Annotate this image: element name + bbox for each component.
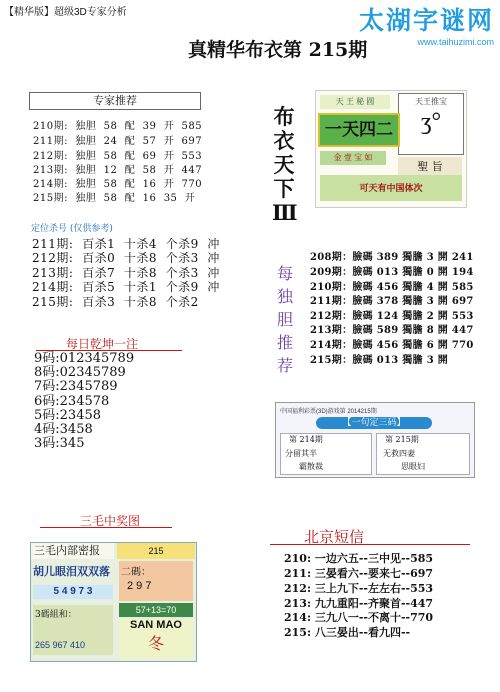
img-label: SAN MAO (130, 619, 182, 631)
dan-row: 211期：臉碼 378 獨膽 3 開 697 (310, 296, 474, 307)
buyi-char: 下 (273, 176, 295, 201)
watermark-url: www.taihuzimi.com (417, 37, 494, 47)
img-label: 金 壹 宝 如 (320, 151, 386, 165)
daily-pick-title: 每日乾坤一注 (66, 337, 139, 351)
bj-row: 210: 一边六五--三中见--585 (284, 552, 434, 565)
beijing-sms-title: 北京短信 (304, 528, 365, 546)
expert-row: 211期: 独胆 24 配 57 开 697 (33, 136, 203, 147)
kill-row: 215期: 百杀3 十杀8 个杀2 (32, 295, 199, 309)
img-seal: 聖 旨 (398, 157, 462, 177)
kill-row: 212期: 百杀0 十杀8 个杀3 冲 (32, 251, 220, 265)
expert-row: 212期: 独胆 58 配 69 开 553 (33, 151, 203, 162)
img-label: 【一句定三码】 (316, 417, 432, 429)
img-label: 5 4 9 7 3 (33, 585, 113, 599)
bj-row: 212: 三上九下--左左右--553 (284, 582, 434, 595)
buyi-char: 衣 (273, 128, 295, 153)
expert-row: 214期: 独胆 58 配 16 开 770 (33, 179, 203, 190)
watermark-main: 太湖字谜网 (358, 6, 494, 35)
img-label: 3碼組和： (35, 610, 77, 620)
edition-label: 【精华版】超级3D专家分析 (4, 7, 127, 18)
kill-row: 214期: 百杀5 十杀1 个杀9 冲 (32, 280, 220, 294)
page-title: 真精华布衣第 215期 (188, 39, 368, 61)
dan-vertical-title (275, 262, 295, 377)
img-label: 胡儿眼泪双双落 (33, 565, 110, 578)
img-label: 无救四妻 (383, 449, 415, 458)
kill-row: 211期: 百杀1 十杀4 个杀9 冲 (32, 237, 220, 251)
bj-row: 213: 九九重阳--齐聚首--447 (284, 597, 434, 610)
daily-row: 9码:012345789 (34, 351, 135, 366)
img-label: 第 214期 (289, 435, 323, 444)
bj-row: 215: 八三晏出--看九四-- (284, 626, 411, 639)
daily-row: 4码:3458 (34, 422, 93, 437)
dan-row: 210期：臉碼 456 獨膽 4 開 585 (310, 282, 474, 293)
expert-header: 专家推荐 (29, 92, 201, 110)
daily-row: 7码:2345789 (34, 379, 118, 394)
bj-row: 211: 三晏看六--要来七--697 (284, 567, 434, 580)
img-curl: ʒ° (420, 109, 442, 135)
img-label: 第 215期 (385, 435, 419, 444)
img-main-text: 一天四二 (318, 113, 400, 147)
buyi-vertical-title (272, 105, 296, 225)
kill-row: 213期: 百杀7 十杀8 个杀3 冲 (32, 266, 220, 280)
buyi-char: Ⅲ (272, 200, 298, 225)
dan-row: 209期：臉碼 013 獨膽 0 開 194 (310, 267, 474, 278)
divider (270, 544, 470, 545)
dan-char: 每 (276, 264, 293, 283)
dan-row: 213期：臉碼 589 獨膽 8 開 447 (310, 325, 474, 336)
buyi-char: 天 (273, 152, 295, 177)
expert-row: 215期: 独胆 58 配 16 35 开 (33, 193, 196, 204)
expert-row: 210期: 独胆 58 配 39 开 585 (33, 121, 203, 132)
expert-row: 213期: 独胆 12 配 58 开 447 (33, 165, 203, 176)
daily-row: 5码:23458 (34, 408, 102, 423)
daily-row: 3码:345 (34, 436, 85, 451)
dan-row: 214期：臉碼 456 獨膽 6 開 770 (310, 340, 474, 351)
img-label: 二碼： (121, 567, 151, 578)
img-label: 思眼妇 (401, 462, 425, 471)
position-kill-title: 定位杀号 (仅供参考) (31, 224, 113, 234)
img-label: 冬 (147, 634, 164, 653)
img-label: 57+13=70 (119, 603, 193, 617)
site-watermark[interactable] (359, 1, 494, 47)
img-label: 中国福利彩票(3D)游戏第 2014215期 (280, 409, 377, 415)
formula-card-image (275, 402, 475, 478)
img-label: 265 967 410 (35, 640, 86, 650)
img-label: 2 9 7 (127, 580, 152, 592)
img-label: 215 (117, 543, 195, 559)
dan-char: 胆 (276, 310, 293, 329)
dan-row: 208期：臉碼 389 獨膽 3 開 241 (310, 252, 474, 263)
dan-char: 荐 (276, 356, 293, 375)
img-label: 三毛内部密报 (31, 543, 114, 559)
buyi-char: 布 (273, 104, 295, 129)
daily-row: 6码:234578 (34, 394, 110, 409)
buyi-riddle-image (315, 90, 467, 208)
dan-char: 独 (276, 287, 293, 306)
dan-row: 212期：臉碼 124 獨膽 2 開 553 (310, 311, 474, 322)
divider (40, 527, 172, 528)
daily-row: 8码:02345789 (34, 365, 126, 380)
sanmao-title: 三毛中奖图 (80, 514, 141, 528)
dan-char: 推 (276, 333, 293, 352)
img-label: 霸散裁 (299, 462, 323, 471)
img-label: 天王推宝 (415, 97, 447, 106)
img-label: 分留其半 (285, 449, 317, 458)
bj-row: 214: 三九八一--不离十--770 (284, 611, 434, 624)
dan-row: 215期：臉碼 013 獨膽 3 開 (310, 355, 449, 366)
img-label: 天 王 秘 圆 (320, 95, 390, 109)
img-label: 可天有中国体次 (320, 175, 462, 201)
sanmao-image (30, 542, 197, 662)
